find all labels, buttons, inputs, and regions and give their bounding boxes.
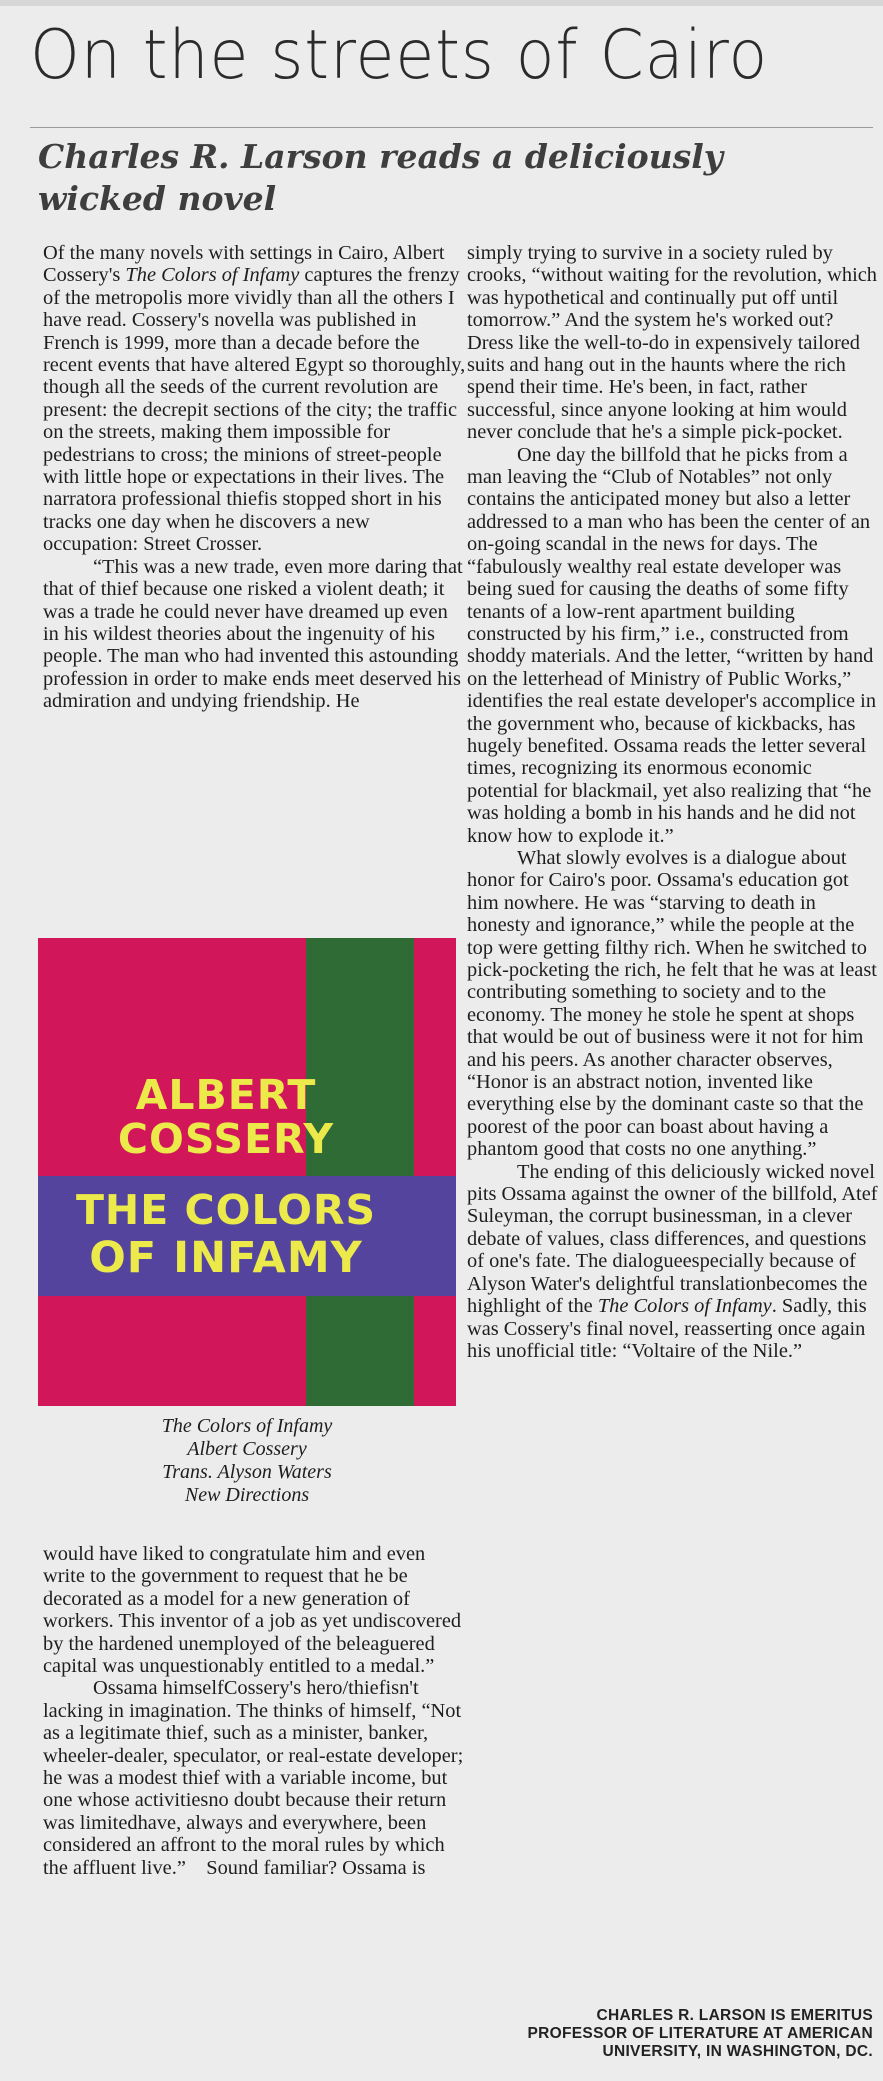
paragraph-text: One day the billfold that he picks from a man leaving the “Club of Notables” not only contains the anticipated money but also a letter addressed to a man who has been the center of an on-going scandal in the news for days. The “fabulously wealthy real estate developer was being sued for causing the deaths of some fifty tenants of a low-rent apartment building constructed by his firm,” i.e., constructed from shoddy materials. And the letter, “written by hand on the letterhead of Ministry of Public Works,” identifies the real estate developer's accomplice in the government who, because of kickbacks, has hugely benefited. Ossama reads the letter several times, recognizing its enormous economic potential for blackmail, yet also realizing that “he was holding a bomb in his hands and he did not know how to explode it.” (467, 443, 877, 847)
paragraph-text: . Sadly, this was Cossery's final novel, reasserting once again his unofficial title: “Voltaire of the Nile.” (467, 1295, 867, 1362)
top-rule (0, 0, 883, 6)
headline: On the streets of Cairo (30, 16, 769, 95)
paragraph-text: The ending of this deliciously wicked novel pits Ossama against the owner of the billfold, Atef Suleyman, the corrupt businessman, in a clever debate of values, class differences, and questions of one's fate. The dialogueespecially because of Alyson Water's delightful translationbecomes the highlight of the (467, 1160, 878, 1318)
article-paragraph (43, 556, 468, 713)
author-bio-line: UNIVERSITY, IN WASHINGTON, DC. (602, 2043, 873, 2060)
article-paragraph (467, 1161, 882, 1363)
article-column-left-bottom (43, 1543, 468, 1879)
article-paragraph (467, 444, 882, 847)
image-caption (38, 1415, 456, 1507)
cover-author (38, 1073, 414, 1161)
cover-author-line: COSSERY (117, 1115, 335, 1163)
article-paragraph (43, 242, 468, 556)
book-cover-image (38, 938, 456, 1406)
article-paragraph (467, 242, 882, 444)
caption-translator: Trans. Alyson Waters (162, 1461, 332, 1483)
paragraph-text: Of the many novels with settings in Cairo, Albert Cossery's (43, 242, 445, 287)
article-paragraph (467, 847, 882, 1161)
book-title-italic: The Colors of Infamy (125, 264, 300, 287)
caption-book-title: The Colors of Infamy (161, 1415, 333, 1437)
cover-title (38, 1186, 414, 1282)
headline-divider (30, 127, 873, 128)
author-bio-line: PROFESSOR OF LITERATURE AT AMERICAN (527, 2025, 873, 2042)
cover-title-line: OF INFAMY (89, 1233, 363, 1283)
caption-publisher: New Directions (184, 1484, 310, 1506)
book-title-italic: The Colors of Infamy (597, 1295, 772, 1318)
cover-green-stripe (306, 938, 414, 1406)
article-column-left-top (43, 242, 468, 713)
paragraph-text: Ossama himselfCossery's hero/thiefisn't lacking in imagination. The thinks of himself, “Not as a legitimate thief, such as a minister, banker, wheeler-dealer, speculator, or real-estate developer; he was a modest thief with a variable income, but one whose activitiesno doubt because their return was limitedhave, always and everywhere, been considered an affront to the moral rules by which the affluent live.” Sound familiar? Ossama is (43, 1677, 464, 1879)
paragraph-text: would have liked to congratulate him and even write to the government to request that he be decorated as a model for a new generation of workers. This inventor of a job as yet undiscovered by the hardened unemployed of the beleaguered capital was unquestionably entitled to a medal.” (43, 1543, 462, 1678)
cover-title-line: THE COLORS (75, 1186, 377, 1234)
article-paragraph (43, 1543, 468, 1677)
article-paragraph (43, 1677, 468, 1879)
paragraph-text: simply trying to survive in a society ruled by crooks, “without waiting for the revolution, which was hypothetical and continually put off until tomorrow.” And the system he's worked out? Dress like the well-to-do in expensively tailored suits and hang out in the haunts where the rich spend their time. He's been, in fact, rather successful, since anyone looking at him would never conclude that he's a simple pick-pocket. (467, 242, 877, 444)
paragraph-text: captures the frenzy of the metropolis more vividly than all the others I have read. Cossery's novella was published in French is 1999, more than a decade before the recent events that have altered Egypt so thoroughly, though all the seeds of the current revolution are present: the decrepit sections of the city; the traffic on the streets, making them impossible for pedestrians to cross; the minions of street-people with little hope or expectations in their lives. The narratora professional thiefis stopped short in his tracks one day when he discovers a new occupation: Street Crosser. (43, 264, 466, 556)
subtitle: Charles R. Larson reads a deliciously wicked novel (38, 137, 723, 218)
cover-author-line: ALBERT (135, 1071, 317, 1119)
caption-author: Albert Cossery (187, 1438, 307, 1460)
article-column-right (467, 242, 882, 1362)
paragraph-text: “This was a new trade, even more daring that that of thief because one risked a violent death; it was a trade he could never have dreamed up even in his wildest theories about the ingenuity of his people. The man who had invented this astounding profession in order to make ends meet deserved his admiration and undying friendship. He (43, 555, 463, 713)
author-bio (273, 2007, 873, 2061)
author-bio-line: CHARLES R. LARSON IS EMERITUS (596, 2007, 873, 2024)
paragraph-text: What slowly evolves is a dialogue about honor for Cairo's poor. Ossama's education got him nowhere. He was “starving to death in honesty and ignorance,” while the people at the top were getting filthy rich. When he switched to pick-pocketing the rich, he felt that he was at least contributing something to society and to the economy. The money he stole he spent at shops that would be out of business were it not for him and his peers. As another character observes, “Honor is an abstract notion, invented like everything else by the dominant caste so that the poorest of the poor can boast about having a phantom good that costs no one anything.” (467, 846, 877, 1161)
